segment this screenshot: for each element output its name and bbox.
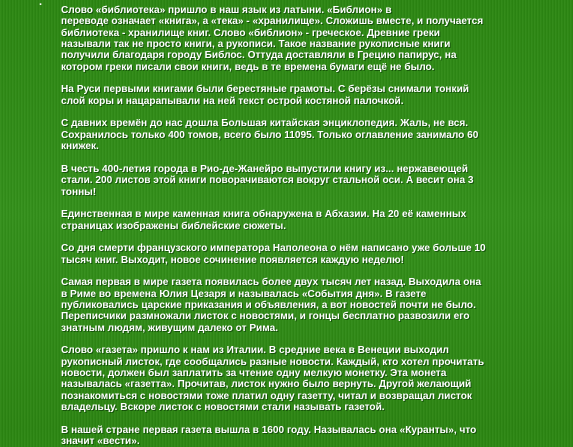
text-line: знатным людям, живущим далеко от Рима.: [61, 322, 279, 334]
text-line: тонны!: [61, 186, 97, 198]
paragraph: [61, 209, 551, 232]
paragraph: [61, 84, 551, 107]
text-line: слой коры и нацарапывали на ней текст острой костяной палочкой.: [61, 95, 404, 107]
text-line: котором греки писали свои книги, ведь в те времена бумаги ещё не было.: [61, 61, 435, 73]
slide-body-text: [61, 5, 551, 447]
text-line: тысяч книг. Выходит, новое сочинение появляется каждую неделю!: [61, 254, 405, 266]
text-line: Со дня смерти французского императора Наполеона о нём написано уже больше 10: [61, 243, 486, 255]
text-line: познакомиться с новостями тоже платил одну газетту, читал и возвращал листок: [61, 390, 472, 402]
text-line: На Руси первыми книгами были берестяные грамоты. С берёзы снимали тонкий: [61, 84, 469, 96]
text-line: С давних времён до нас дошла Большая китайская энциклопедия. Жаль, не вся.: [61, 118, 469, 130]
text-line: страницах изображены библейские сюжеты.: [61, 220, 287, 232]
text-line: Сохранилось только 400 томов, всего было 11095. Только оглавление занимало 60: [61, 129, 479, 141]
text-line: владельцу. Вскоре листок с новостями стали называть газетой.: [61, 402, 385, 414]
paragraph: [61, 5, 551, 73]
text-line: в Риме во времена Юлия Цезаря и называлась «События дня». В газете: [61, 288, 427, 300]
paragraph: [61, 118, 551, 152]
text-line: В нашей стране первая газета вышла в 1600 году. Называлась она «Куранты», что: [61, 424, 477, 436]
text-line: значит «вести».: [61, 436, 140, 447]
paragraph: [61, 345, 551, 413]
text-line: Слово «газета» пришло к нам из Италии. В средние века в Венеции выходил: [61, 345, 449, 357]
text-line: библиотека - хранилище книг. Слово «библион» - греческое. Древние греки: [61, 27, 440, 39]
text-line: называлась «газетта». Прочитав, листок нужно было вернуть. Другой желающий: [61, 379, 472, 391]
text-line: новости, должен был заплатить за чтение одну мелкую монетку. Эта монета: [61, 368, 447, 379]
text-line: рукописный листок, где сообщались разные новости. Каждый, кто хотел прочитать: [61, 356, 485, 368]
text-line: Слово «библиотека» пришло в наш язык из латыни. «Библион» в: [61, 5, 392, 16]
paragraph: [61, 243, 551, 266]
text-line: В честь 400-летия города в Рио-де-Жанейро выпустили книгу из... нержавеющей: [61, 163, 468, 175]
text-line: публиковались царские приказания и объявления, а вот новостей почти не было.: [61, 299, 476, 311]
text-line: Переписчики размножали листок с новостями, и гонцы бесплатно развозили его: [61, 311, 470, 323]
bullet-marker: ·: [39, 0, 43, 11]
text-line: называли так не просто книги, а рукописи. Такое название рукописные книги: [61, 39, 451, 51]
text-line: переводе означает «книга», а «тека» - «хранилище». Сложишь вместе, и получается: [61, 16, 484, 28]
text-line: книжек.: [61, 141, 99, 153]
paragraph: [61, 277, 551, 334]
text-line: стали. 200 листов этой книги поворачиваются вокруг стальной оси. А весит она 3: [61, 175, 474, 187]
text-line: Самая первая в мире газета появилась более двух тысяч лет назад. Выходила она: [61, 277, 482, 289]
text-line: получили благодаря городу Библос. Оттуда доставляли в Грецию папирус, на: [61, 50, 457, 62]
text-line: Единственная в мире каменная книга обнаружена в Абхазии. На 20 её каменных: [61, 209, 467, 221]
paragraph: [61, 164, 551, 198]
paragraph: [61, 425, 551, 447]
